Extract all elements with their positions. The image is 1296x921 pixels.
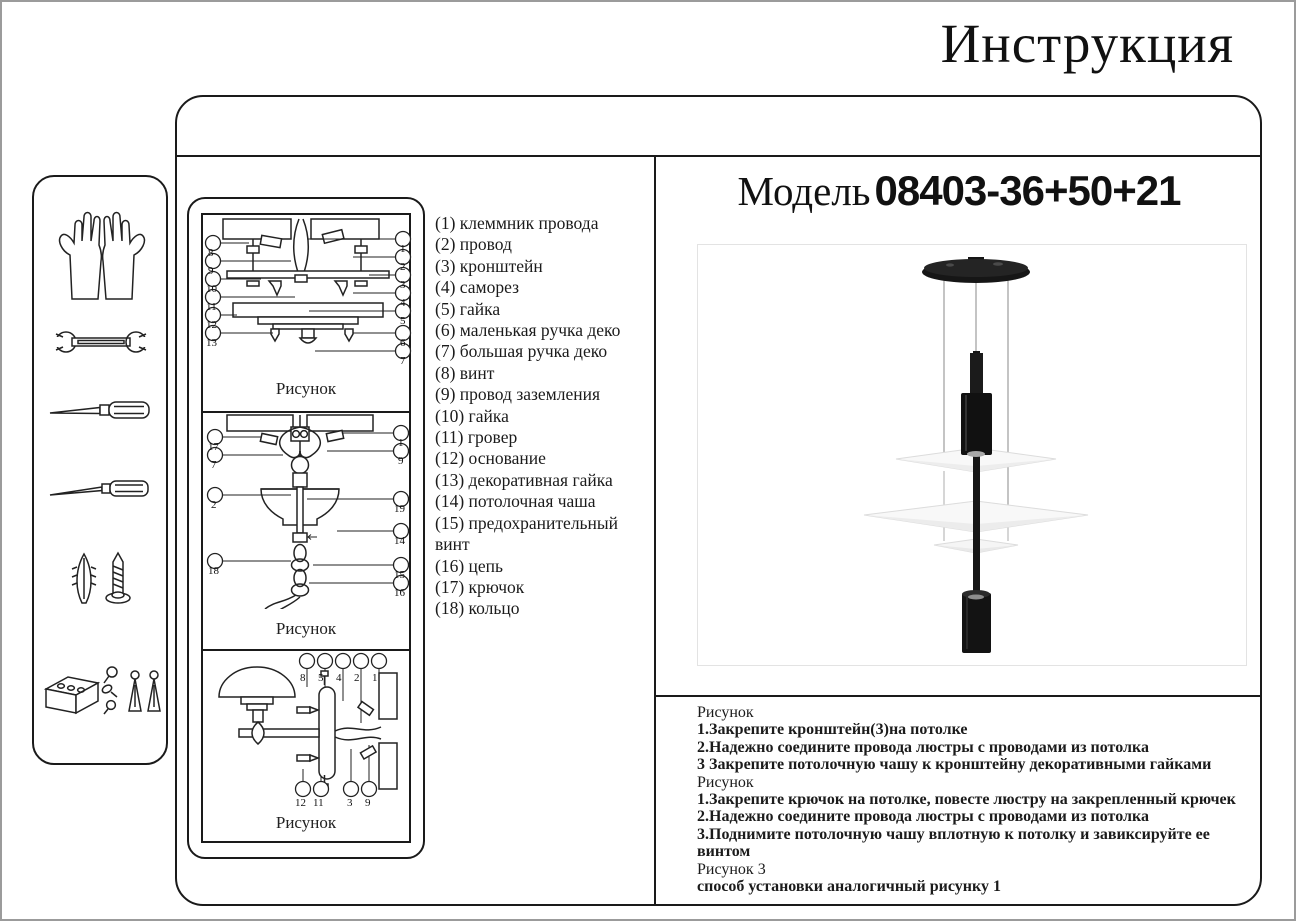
instruction-line: Рисунок bbox=[697, 773, 754, 791]
callout-number: 2 bbox=[354, 672, 360, 684]
instruction-line: Рисунок 3 bbox=[697, 860, 766, 878]
pendant-lamp-image bbox=[698, 245, 1248, 665]
instruction-line: 1.Закрепите крючок на потолке, повесте люстру на закрепленный крючек bbox=[697, 791, 1236, 809]
part-item: (11) гровер bbox=[435, 427, 518, 448]
part-item: (8) винт bbox=[435, 362, 495, 383]
instruction-line: 2.Надежно соедините провода люстры с проводами из потолка bbox=[697, 808, 1149, 826]
page-title: Инструкция bbox=[940, 13, 1234, 74]
model-header bbox=[654, 167, 1264, 225]
callout-number: 5 bbox=[400, 315, 406, 327]
instruction-line: 3.Поднимите потолочную чашу вплотную к потолку и завиксируйте ее винтом bbox=[697, 825, 1210, 861]
callout-number: 11 bbox=[206, 301, 217, 313]
figure-3-wall-mount bbox=[203, 651, 409, 837]
part-item: (13) декоративная гайка bbox=[435, 469, 613, 490]
callout-number: 8 bbox=[208, 247, 214, 259]
tools-sidebar bbox=[32, 175, 168, 765]
callout-number: 11 bbox=[313, 797, 324, 809]
callout-number: 1 bbox=[372, 672, 378, 684]
figure-2-caption: Рисунок bbox=[275, 619, 337, 638]
instructions-divider bbox=[654, 695, 1260, 697]
callout-number: 15 bbox=[394, 569, 405, 581]
callout-number: 6 bbox=[400, 337, 406, 349]
part-item: (5) гайка bbox=[435, 298, 501, 319]
column-divider bbox=[654, 155, 656, 904]
callout-number: 3 bbox=[400, 279, 406, 291]
instruction-line: 3 Закрепите потолочную чашу к кронштейну декоративными гайками bbox=[697, 756, 1212, 774]
gloves-icon bbox=[48, 203, 156, 313]
figure-1-bracket-mount bbox=[203, 215, 409, 413]
part-item: (2) провод bbox=[435, 234, 512, 255]
part-item: (6) маленькая ручка деко bbox=[435, 320, 621, 341]
callout-number: 2 bbox=[400, 261, 406, 273]
callout-number: 12 bbox=[295, 797, 306, 809]
callout-number: 19 bbox=[394, 503, 405, 515]
part-item: (17) крючок bbox=[435, 576, 525, 597]
diagrams-inner-frame bbox=[201, 213, 411, 843]
callout-number: 17 bbox=[208, 441, 219, 453]
part-item: (18) кольцо bbox=[435, 598, 520, 619]
model-label: Модель bbox=[737, 168, 871, 214]
callout-number: 12 bbox=[206, 319, 217, 331]
parts-list bbox=[435, 213, 653, 620]
figure-3-caption: Рисунок bbox=[275, 813, 337, 832]
model-number: 08403-36+50+21 bbox=[874, 167, 1181, 214]
part-item: (12) основание bbox=[435, 448, 546, 469]
callout-number: 9 bbox=[365, 797, 371, 809]
main-content-box bbox=[175, 95, 1262, 906]
instruction-line: 2.Надежно соедините провода люстры с проводами из потолка bbox=[697, 738, 1149, 756]
part-item: (7) большая ручка деко bbox=[435, 341, 608, 362]
callout-number: 5 bbox=[318, 672, 324, 684]
part-item: (16) цепь bbox=[435, 555, 504, 576]
screwdriver-flat-icon bbox=[44, 397, 160, 425]
instruction-line: способ установки аналогичный рисунку 1 bbox=[697, 878, 1001, 896]
callout-number: 13 bbox=[206, 337, 217, 349]
callout-number: 4 bbox=[400, 297, 406, 309]
callout-number: 9 bbox=[398, 455, 404, 467]
callout-number: 10 bbox=[206, 283, 217, 295]
fig3-bottom-callouts bbox=[295, 782, 377, 810]
diagrams-box bbox=[187, 197, 425, 859]
product-photo bbox=[697, 244, 1247, 666]
callout-number: 4 bbox=[336, 672, 342, 684]
callout-number: 1 bbox=[400, 243, 406, 255]
callout-number: 9 bbox=[208, 265, 214, 277]
part-item: (4) саморез bbox=[435, 277, 519, 298]
part-item: (9) провод заземления bbox=[435, 384, 601, 405]
header-divider bbox=[177, 155, 1260, 157]
installation-instructions bbox=[697, 704, 1267, 895]
instruction-line: Рисунок bbox=[697, 704, 754, 721]
figure-2-hook-mount bbox=[203, 413, 409, 651]
part-item: (3) кронштейн bbox=[435, 255, 543, 276]
callout-number: 7 bbox=[211, 459, 217, 471]
callout-number: 18 bbox=[208, 565, 219, 577]
callout-number: 2 bbox=[211, 499, 217, 511]
wrench-icon bbox=[44, 325, 160, 359]
callout-number: 16 bbox=[394, 587, 405, 599]
figure-1-caption: Рисунок bbox=[275, 379, 337, 398]
screwdriver-round-icon bbox=[44, 475, 160, 503]
callout-number: 3 bbox=[347, 797, 353, 809]
part-item: (10) гайка bbox=[435, 405, 509, 426]
wall-anchor-and-screw-icon bbox=[56, 549, 148, 611]
part-item: (1) клеммник провода bbox=[435, 213, 599, 233]
hardware-set-icon bbox=[38, 659, 164, 723]
part-item: (15) предохранительный винт bbox=[435, 512, 619, 555]
callout-number: 8 bbox=[300, 672, 306, 684]
callout-number: 7 bbox=[400, 355, 406, 367]
part-item: (14) потолочная чаша bbox=[435, 491, 596, 512]
instruction-line: 1.Закрепите кронштейн(3)на потолке bbox=[697, 721, 968, 739]
callout-number: 14 bbox=[394, 535, 405, 547]
callout-number: 1 bbox=[398, 437, 404, 449]
